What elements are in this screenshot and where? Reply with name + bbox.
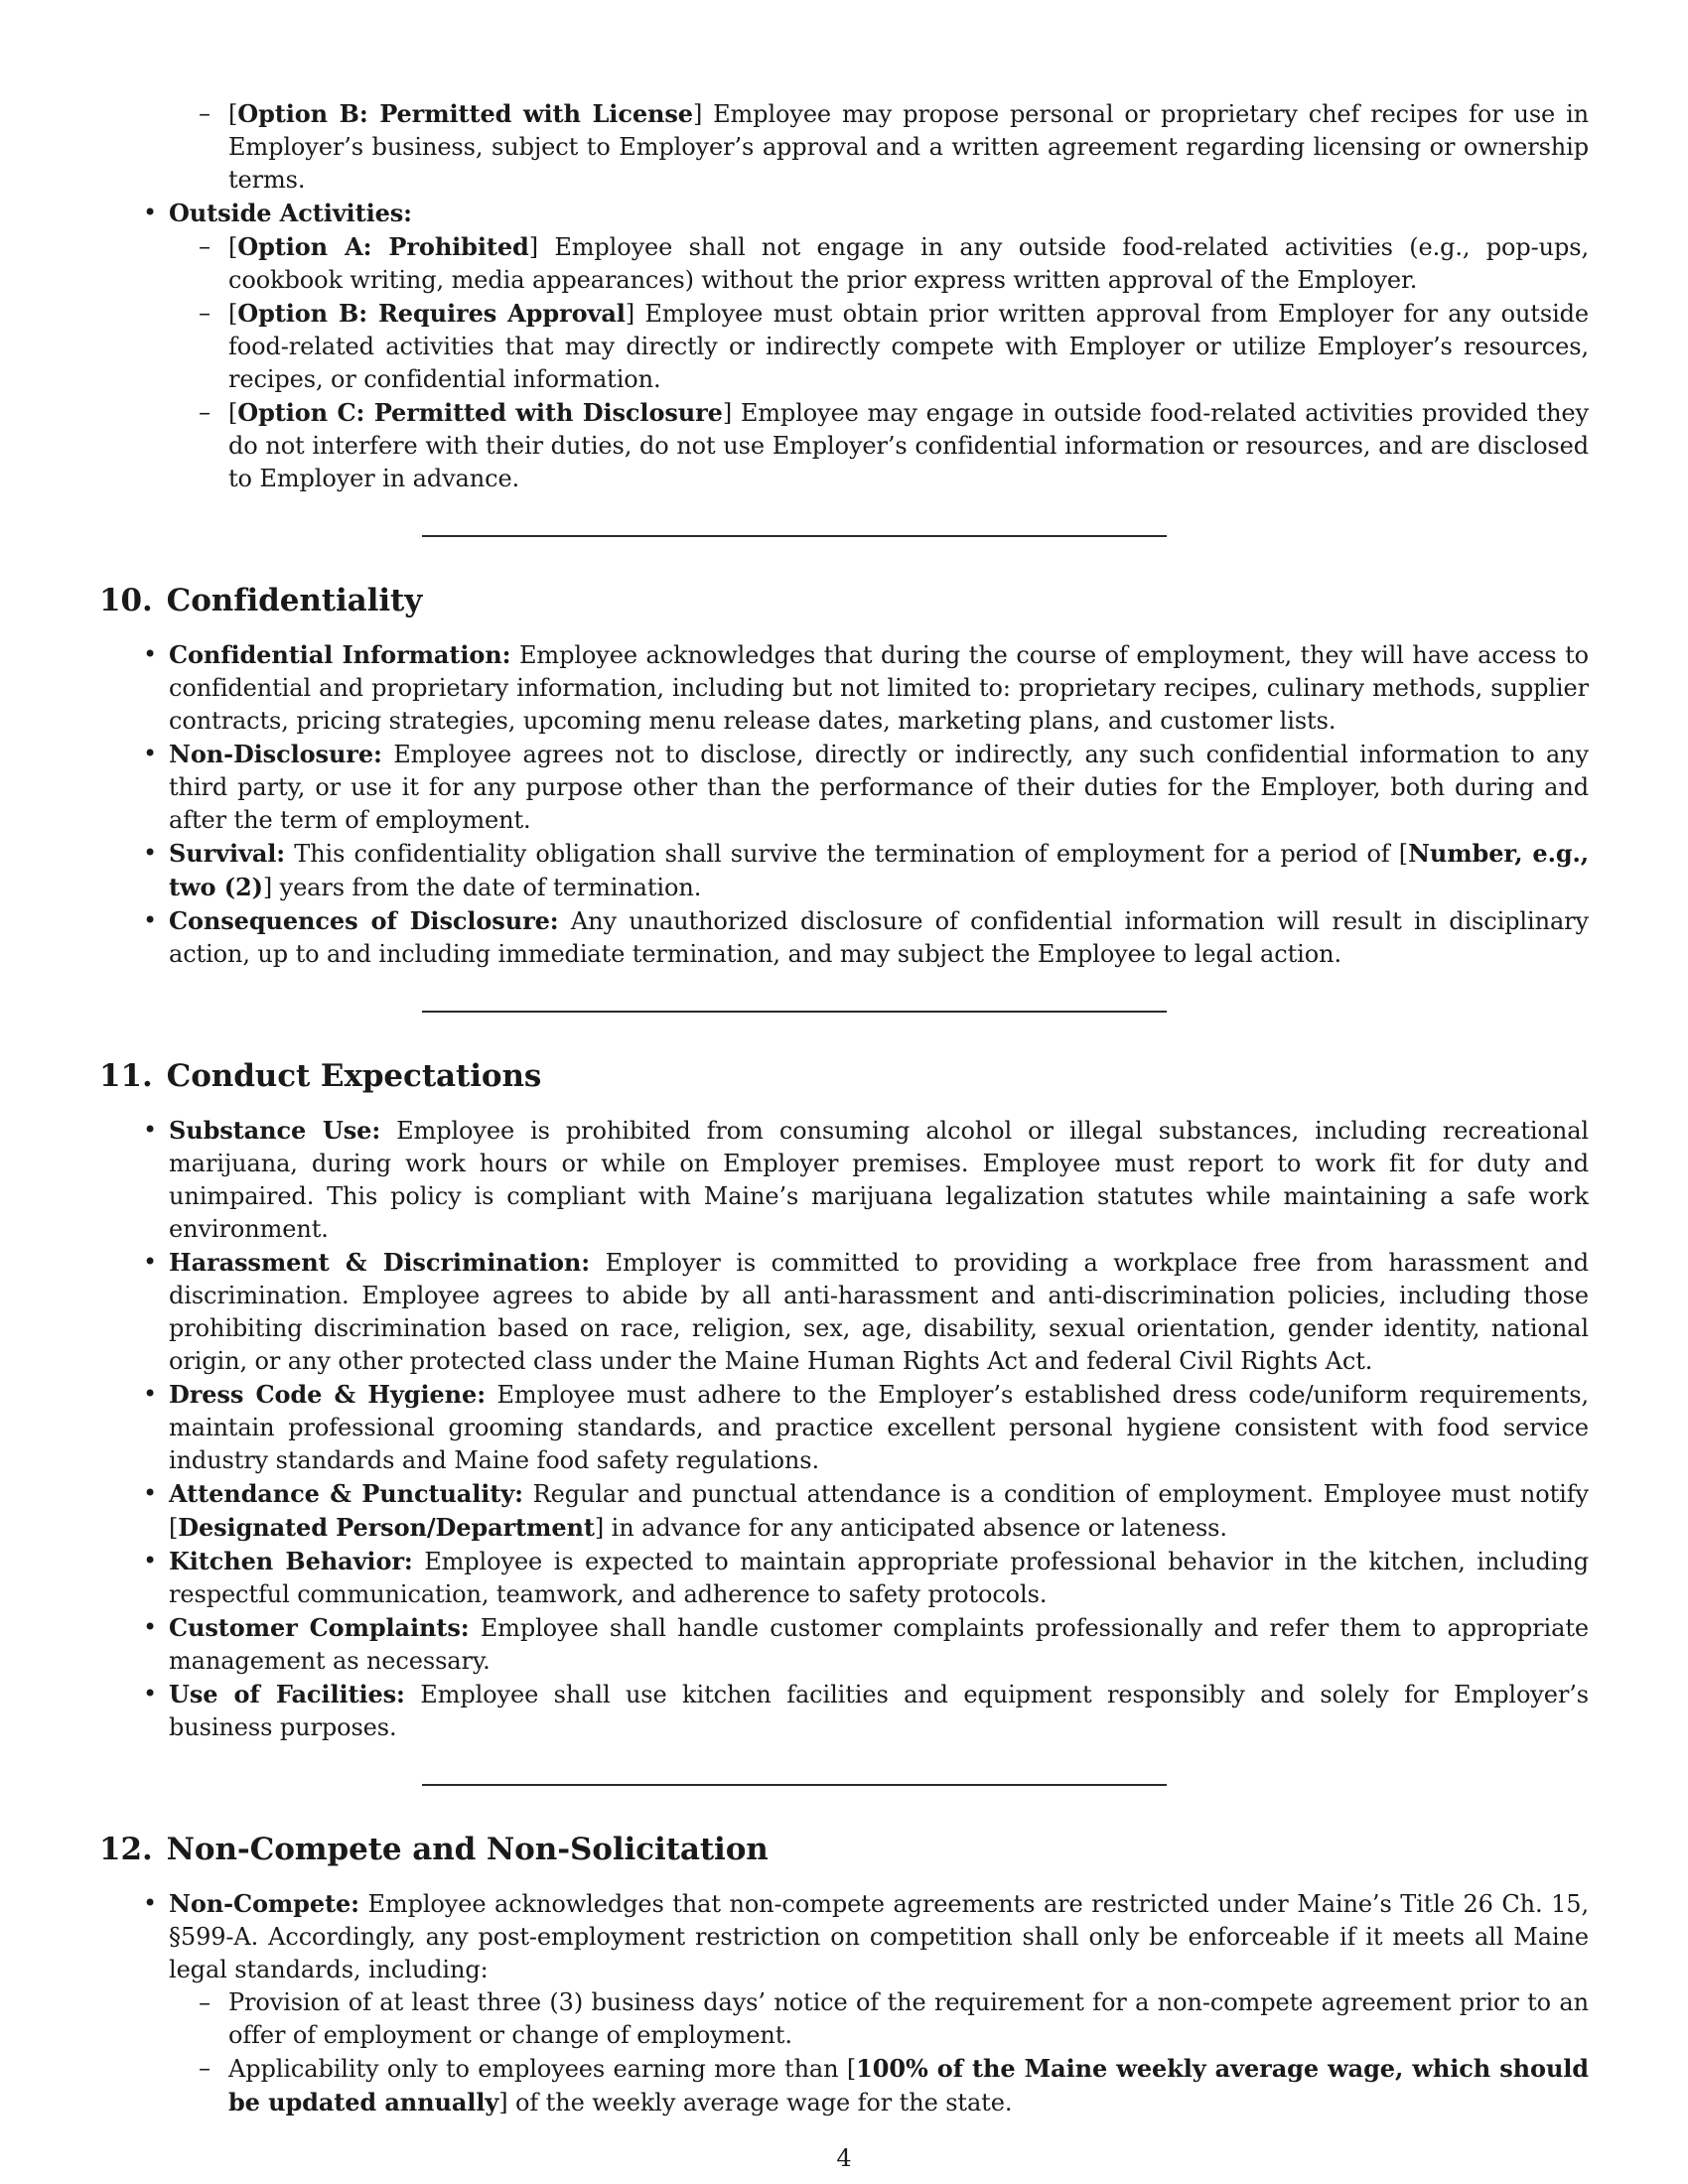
list-item: • Consequences of Disclosure: Any unauthorized disclosure of confidential information will result in disciplinary action, up to and including immediate termination, and may subject the Employee to legal action. (99, 904, 1589, 971)
placeholder-field: 100% of the Maine weekly average wage, which should be updated annually (228, 2054, 1589, 2116)
option-b-item: – [Option B: Requires Approval] Employee must obtain prior written approval from Employer for any outside food-related activities that may directly or indirectly compete with Employer or utilize Employer’s resources, recipes, or confidential information. (169, 297, 1589, 396)
option-text: Employee shall not engage in any outside food-related activities (e.g., pop-ups, cookbook writing, media appearances) without the prior express written approval of the Employer. (228, 233, 1589, 294)
page-content (99, 97, 1589, 2119)
option-text: Employee must obtain prior written approval from Employer for any outside food-related activities that may directly or indirectly compete with Employer or utilize Employer’s resources, recipes, or confidential information. (228, 300, 1590, 393)
continued-list (99, 97, 1589, 495)
list-item: • Use of Facilities: Employee shall use kitchen facilities and equipment responsibly and solely for Employer’s business purposes. (99, 1678, 1589, 1744)
list-item: • Substance Use: Employee is prohibited from consuming alcohol or illegal substances, including recreational marijuana, during work hours or while on Employer premises. Employee must report to work fit for duty and unimpaired. This policy is compliant with Maine’s marijuana legalization statutes while maintaining a safe work environment. (99, 1114, 1589, 1246)
placeholder-field: Designated Person/Department (178, 1513, 595, 1542)
option-c-item: – [Option C: Permitted with Disclosure] Employee may engage in outside food-related activities provided they do not interfere with their duties, do not use Employer’s confidential information or resources, and are disclosed to Employer in advance. (169, 396, 1589, 495)
option-a-item: – [Option A: Prohibited] Employee shall not engage in any outside food-related activities (e.g., pop-ups, cookbook writing, media appearances) without the prior express written approval of the Employer. (169, 230, 1589, 297)
list-item: • Survival: This confidentiality obligation shall survive the termination of employment for a period of [Number, e.g., two (2)] years from the date of termination. (99, 837, 1589, 904)
item-lead: Outside Activities: (169, 199, 412, 227)
option-text: Employee may propose personal or proprietary chef recipes for use in Employer’s business, subject to Employer’s approval and a written agreement regarding licensing or ownership terms. (228, 100, 1589, 194)
section-divider (422, 535, 1167, 537)
sub-item: – Provision of at least three (3) business days’ notice of the requirement for a non-compete agreement prior to an offer of employment or change of employment. (169, 1986, 1589, 2052)
list-item: • Attendance & Punctuality: Regular and punctual attendance is a condition of employment. Employee must notify [Designated Person/Department] in advance for any anticipated absence or lateness. (99, 1477, 1589, 1545)
list-item: • Non-Compete: Employee acknowledges that non-compete agreements are restricted under Maine’s Title 26 Ch. 15, §599-A. Accordingly, any post-employment restriction on competition shall only be enforceable if it meets all Maine legal standards, including: – Provision of at least three (3) business days’ notice of the requirement for a non-compete agreement prior to an offer of employment or change of employment. – Applicability only to employees earning more than [100% of the Maine weekly average wage, which should be updated annually] of the weekly average wage for the state. (99, 1887, 1589, 2119)
section-11-list (99, 1114, 1589, 1744)
option-label: Option B: Permitted with License (237, 99, 693, 128)
section-10-list (99, 638, 1589, 971)
list-item: • Dress Code & Hygiene: Employee must adhere to the Employer’s established dress code/uniform requirements, maintain professional grooming standards, and practice excellent personal hygiene consistent with food service industry standards and Maine food safety regulations. (99, 1378, 1589, 1477)
option-b-license-item: – [Option B: Permitted with License] Employee may propose personal or proprietary chef recipes for use in Employer’s business, subject to Employer’s approval and a written agreement regarding licensing or ownership terms. (169, 97, 1589, 197)
option-label: Option C: Permitted with Disclosure (237, 398, 723, 427)
section-divider (422, 1011, 1167, 1013)
outside-activities-item (99, 197, 1589, 495)
section-divider (422, 1784, 1167, 1786)
section-12-list (99, 1887, 1589, 2119)
list-item (99, 97, 1589, 197)
list-item: • Non-Disclosure: Employee agrees not to disclose, directly or indirectly, any such confidential information to any third party, or use it for any purpose other than the performance of their duties for the Employer, both during and after the term of employment. (99, 738, 1589, 837)
list-item: • Harassment & Discrimination: Employer is committed to providing a workplace free from harassment and discrimination. Employee agrees to abide by all anti-harassment and anti-discrimination policies, including those prohibiting discrimination based on race, religion, sex, age, disability, sexual orientation, gender identity, national origin, or any other protected class under the Maine Human Rights Act and federal Civil Rights Act. (99, 1246, 1589, 1378)
option-label: Option A: Prohibited (237, 232, 529, 261)
list-item: • Kitchen Behavior: Employee is expected to maintain appropriate professional behavior in the kitchen, including respectful communication, teamwork, and adherence to safety protocols. (99, 1545, 1589, 1611)
list-item: • Customer Complaints: Employee shall handle customer complaints professionally and refer them to appropriate management as necessary. (99, 1611, 1589, 1678)
option-label: Option B: Requires Approval (237, 299, 626, 328)
section-heading-10: 10. Confidentiality (99, 583, 423, 618)
list-item: • Confidential Information: Employee acknowledges that during the course of employment, they will have access to confidential and proprietary information, including but not limited to: proprietary recipes, culinary methods, supplier contracts, pricing strategies, upcoming menu release dates, marketing plans, and customer lists. (99, 638, 1589, 738)
section-heading-12: 12. Non-Compete and Non-Solicitation (99, 1832, 769, 1867)
page-number: 4 (836, 2144, 852, 2172)
placeholder-field: Number, e.g., two (2) (169, 839, 1590, 901)
sub-item: – Applicability only to employees earning more than [100% of the Maine weekly average wage, which should be updated annually] of the weekly average wage for the state. (169, 2052, 1589, 2119)
option-text: Employee may engage in outside food-related activities provided they do not interfere with their duties, do not use Employer’s confidential information or resources, and are disclosed to Employer in advance. (228, 399, 1589, 492)
section-heading-11: 11. Conduct Expectations (99, 1058, 542, 1094)
